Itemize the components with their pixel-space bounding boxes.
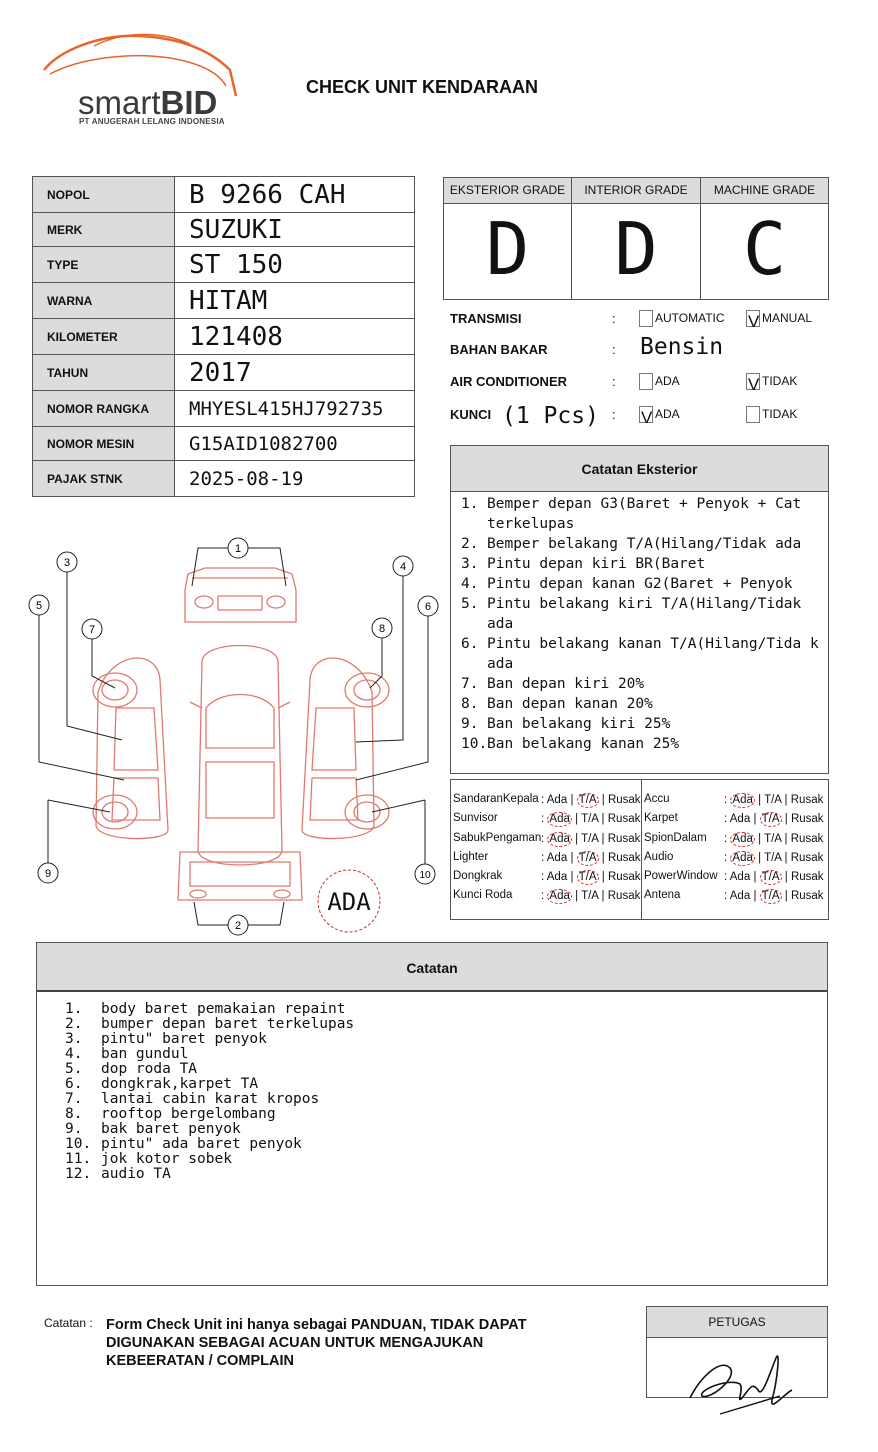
diagram-marker-label: 8 [378,623,386,635]
accessory-options [541,793,641,808]
identity-row [33,319,415,355]
item-number: 9. [65,1121,83,1137]
catatan-eksterior-item [461,674,824,694]
document-title: CHECK UNIT KENDARAAN [306,77,538,97]
option-rusak: Rusak [607,871,641,884]
catatan-item [65,1002,827,1017]
colon: : [724,832,728,845]
item-number: 10. [461,736,488,752]
item-text: audio TA [101,1166,171,1182]
spare-tire-stamp: ADA [327,888,371,916]
identity-label: WARNA [33,283,175,319]
accessory-options [541,812,640,827]
option-rusak: Rusak [607,813,641,826]
separator: | [601,851,605,864]
separator: | [601,832,605,845]
colon: : [541,851,545,864]
grade-label: INTERIOR GRADE [572,178,700,204]
kunci-count: (1 Pcs) [502,403,599,429]
catatan-item [65,1017,827,1032]
grade-value: D [485,207,530,291]
option-ada: Ada [729,813,751,826]
transmisi-manual-checkbox[interactable] [746,310,760,331]
option-ta: T/A [761,871,780,884]
petugas-label: PETUGAS [647,1307,827,1338]
accessory-row [642,846,828,865]
separator: | [784,871,788,884]
footer-label: Catatan : [44,1316,93,1330]
option-rusak: Rusak [790,890,824,903]
accessory-name: Sunvisor [453,812,498,825]
accessory-row [451,884,641,903]
identity-row [33,355,415,391]
item-text: jok kotor sobek [101,1151,232,1167]
identity-label: TYPE [33,247,175,283]
identity-label: KILOMETER [33,319,175,355]
grade-exterior [444,178,572,299]
accessory-options [541,832,640,847]
item-number: 10. [65,1136,92,1152]
colon: : [541,832,545,845]
separator: | [601,890,605,903]
item-number: 1. [461,496,479,512]
identity-value: SUZUKI [175,213,415,247]
accessories-panel [450,779,829,920]
colon: : [724,813,728,826]
catatan-item [65,1152,827,1167]
bahan-bakar-value: Bensin [640,334,724,360]
colon: : [541,890,545,903]
accessory-options [724,851,823,866]
accessory-name: SandaranKepala [453,793,539,805]
option-rusak: Rusak [790,851,824,864]
accessory-options [724,812,824,827]
check-mark: V [641,408,653,427]
item-text: Bemper depan G3(Baret + Penyok + Cat terkelupas [487,496,802,532]
grade-panel [443,177,829,300]
diagram-marker-label: 5 [35,600,43,612]
kunci-ada-label: ADA [655,407,680,421]
accessory-options [541,870,641,885]
item-text: Ban belakang kiri 25% [487,716,671,732]
option-rusak: Rusak [790,832,824,845]
item-number: 3. [65,1031,83,1047]
separator: | [753,871,757,884]
item-text: Ban depan kanan 20% [487,696,653,712]
identity-label: MERK [33,213,175,247]
identity-value: G15AID1082700 [175,427,415,461]
separator: | [575,832,579,845]
identity-label: NOMOR MESIN [33,427,175,461]
item-number: 2. [65,1016,83,1032]
accessory-name: SpionDalam [644,831,707,844]
identity-row [33,213,415,247]
accessory-options [541,889,640,904]
item-number: 3. [461,556,479,572]
item-text: body baret pemakaian repaint [101,1001,346,1017]
diagram-marker-label: 6 [424,601,432,613]
catatan-eksterior-item [461,694,824,714]
item-text: pintu" baret penyok [101,1031,267,1047]
separator: | [570,851,574,864]
grade-label: EKSTERIOR GRADE [444,178,571,204]
accessory-options [724,889,824,904]
accessory-row [451,846,641,865]
item-number: 2. [461,536,479,552]
diagram-marker-label: 9 [44,868,52,880]
catatan-item [65,1137,827,1152]
item-text: bak baret penyok [101,1121,241,1137]
grade-value: C [742,207,787,291]
accessory-name: Karpet [644,812,678,825]
car-front-view [185,568,296,622]
grade-value: D [614,207,658,291]
item-number: 5. [65,1061,83,1077]
catatan-eksterior-item [461,494,824,534]
diagram-marker-label: 4 [399,561,407,573]
identity-row [33,177,415,213]
colon: : [724,890,728,903]
separator: | [753,813,757,826]
item-number: 6. [461,636,479,652]
option-rusak: Rusak [790,794,824,806]
catatan-eksterior-panel [450,445,829,774]
accessory-options [724,832,823,847]
accessory-row [451,865,641,884]
diagram-marker-label: 7 [88,624,96,636]
catatan-item [65,1122,827,1137]
item-text: pintu" ada baret penyok [101,1136,302,1152]
accessory-row [642,807,828,826]
separator: | [784,794,788,806]
accessory-name: Lighter [453,850,489,863]
option-ta: T/A [764,794,782,806]
accessory-name: Kunci Roda [453,889,513,902]
item-text: dop roda TA [101,1061,198,1077]
catatan-eksterior-item [461,714,824,734]
option-rusak: Rusak [607,890,641,903]
bahan-bakar-label: BAHAN BAKAR [450,342,548,357]
accessories-left-column [451,780,642,919]
catatan-eksterior-item [461,534,824,554]
option-ada: Ada [546,871,568,884]
option-ada: Ada [729,871,751,884]
colon: : [724,851,728,864]
item-number: 4. [461,576,479,592]
item-number: 12. [65,1166,92,1182]
option-ada: Ada [549,890,570,903]
separator: | [601,794,605,806]
catatan-item [65,1167,827,1182]
item-text: rooftop bergelombang [101,1106,276,1122]
identity-value: MHYESL415HJ792735 [175,391,415,427]
catatan-item [65,1092,827,1107]
item-text: lantai cabin karat kropos [101,1091,320,1107]
item-number: 5. [461,596,479,612]
item-text: Pintu depan kanan G2(Baret + Penyok [487,576,793,592]
catatan-item [65,1047,827,1062]
identity-value: 2017 [175,355,415,391]
accessory-row [642,788,828,807]
option-ta: T/A [578,851,597,864]
catatan-item [65,1077,827,1092]
diagram-marker-label: 2 [234,920,242,932]
brand-name: smartBID [78,84,218,121]
option-rusak: Rusak [790,813,824,826]
item-text: Pintu depan kiri BR(Baret [487,556,706,572]
accessory-name: Accu [644,793,670,805]
car-damage-diagram [20,530,450,940]
grade-machine [701,178,828,299]
catatan-item [65,1062,827,1077]
colon: : [612,342,616,357]
separator: | [753,890,757,903]
option-ada: Ada [732,794,753,806]
colon: : [612,407,616,422]
ac-tidak-label: TIDAK [762,374,798,388]
catatan-eksterior-item [461,734,824,754]
car-top-view [198,646,282,866]
identity-value: 121408 [175,319,415,355]
catatan-panel [36,942,828,1286]
separator: | [758,851,762,864]
catatan-eksterior-item [461,634,824,674]
identity-row [33,391,415,427]
option-ta: T/A [761,890,780,903]
kunci-label: KUNCI [450,407,492,422]
item-text: Ban depan kiri 20% [487,676,645,692]
identity-row [33,427,415,461]
car-rear-view [178,852,302,900]
option-rusak: Rusak [607,794,641,806]
option-ada: Ada [546,851,568,864]
identity-label: PAJAK STNK [33,461,175,497]
accessory-name: Antena [644,889,681,902]
separator: | [784,813,788,826]
identity-value: B 9266 CAH [175,177,415,213]
separator: | [575,890,579,903]
separator: | [601,871,605,884]
accessories-right-column [642,780,828,919]
option-ta: T/A [578,871,597,884]
item-number: 11. [65,1151,92,1167]
identity-value: HITAM [175,283,415,319]
identity-row [33,461,415,497]
diagram-marker-label: 10 [419,870,431,881]
signature-icon [680,1338,810,1420]
accessory-options [724,870,824,885]
accessory-name: SabukPengaman [453,831,542,844]
separator: | [758,794,762,806]
option-ta: T/A [581,832,599,845]
colon: : [612,311,616,326]
option-ada: Ada [549,832,570,845]
accessory-row [642,865,828,884]
option-ada: Ada [732,851,753,864]
item-number: 6. [65,1076,83,1092]
item-number: 4. [65,1046,83,1062]
catatan-item [65,1032,827,1047]
option-rusak: Rusak [790,871,824,884]
colon: : [541,871,545,884]
separator: | [601,813,605,826]
option-rusak: Rusak [607,832,641,845]
colon: : [724,794,728,806]
check-mark: V [748,312,760,331]
ac-ada-label: ADA [655,374,680,388]
diagram-marker-label: 1 [234,543,242,555]
accessory-options [724,793,823,808]
catatan-eksterior-item [461,554,824,574]
identity-table [32,176,415,497]
check-mark: V [748,375,760,394]
identity-label: NOMOR RANGKA [33,391,175,427]
catatan-eksterior-item [461,594,824,634]
item-text: Ban belakang kanan 25% [487,736,680,752]
option-ta: T/A [578,794,597,806]
accessory-row [642,884,828,903]
identity-label: TAHUN [33,355,175,391]
colon: : [541,813,545,826]
accessory-name: Audio [644,850,674,863]
option-ta: T/A [764,851,782,864]
identity-row [33,283,415,319]
accessory-row [451,807,641,826]
accessory-row [451,827,641,846]
separator: | [570,871,574,884]
catatan-title: Catatan [37,943,827,992]
diagram-marker-label: 3 [63,557,71,569]
item-number: 7. [65,1091,83,1107]
item-number: 1. [65,1001,83,1017]
colon: : [541,794,545,806]
option-ta: T/A [761,813,780,826]
separator: | [575,813,579,826]
identity-label: NOPOL [33,177,175,213]
catatan-list [37,992,827,1182]
item-text: bumper depan baret terkelupas [101,1016,355,1032]
transmisi-label: TRANSMISI [450,311,522,326]
identity-value: 2025-08-19 [175,461,415,497]
identity-row [33,247,415,283]
transmisi-automatic-label: AUTOMATIC [655,311,725,325]
catatan-eksterior-item [461,574,824,594]
item-number: 8. [461,696,479,712]
item-number: 8. [65,1106,83,1122]
separator: | [784,890,788,903]
item-text: Pintu belakang kiri T/A(Hilang/Tidak ada [487,596,802,632]
separator: | [784,832,788,845]
item-text: dongkrak,karpet TA [101,1076,259,1092]
option-ada: Ada [549,813,570,826]
item-text: Bemper belakang T/A(Hilang/Tidak ada [487,536,802,552]
option-rusak: Rusak [607,851,641,864]
option-ada: Ada [546,794,568,806]
item-text: Pintu belakang kanan T/A(Hilang/Tida k ada [487,636,819,672]
grade-label: MACHINE GRADE [701,178,828,204]
option-ta: T/A [581,813,599,826]
accessory-options [541,851,641,866]
catatan-item [65,1107,827,1122]
item-number: 9. [461,716,479,732]
option-ada: Ada [729,890,751,903]
transmisi-manual-label: MANUAL [762,311,813,325]
kunci-tidak-checkbox[interactable] [746,406,760,423]
option-ta: T/A [764,832,782,845]
accessory-name: Dongkrak [453,870,503,883]
identity-value: ST 150 [175,247,415,283]
kunci-tidak-label: TIDAK [762,407,798,421]
colon: : [724,871,728,884]
item-number: 7. [461,676,479,692]
catatan-eksterior-title: Catatan Eksterior [451,446,828,492]
separator: | [570,794,574,806]
ac-label: AIR CONDITIONER [450,374,567,389]
option-ada: Ada [732,832,753,845]
ac-tidak-checkbox[interactable] [746,373,760,394]
footer-disclaimer: Form Check Unit ini hanya sebagai PANDUAN, TIDAK DAPAT DIGUNAKAN SEBAGAI ACUAN UNTUK MENGAJUKAN KEBEERATAN / COMPLAIN [106,1317,527,1369]
accessory-row [451,788,641,807]
catatan-eksterior-list [451,492,828,754]
separator: | [784,851,788,864]
accessory-name: PowerWindow [644,870,718,883]
accessory-row [642,827,828,846]
brand-company: PT ANUGERAH LELANG INDONESIA [79,117,225,126]
kunci-ada-checkbox[interactable] [639,406,653,427]
separator: | [758,832,762,845]
option-ta: T/A [581,890,599,903]
transmisi-automatic-checkbox[interactable] [639,310,653,327]
grade-interior [572,178,701,299]
item-text: ban gundul [101,1046,189,1062]
colon: : [612,374,616,389]
ac-ada-checkbox[interactable] [639,373,653,390]
